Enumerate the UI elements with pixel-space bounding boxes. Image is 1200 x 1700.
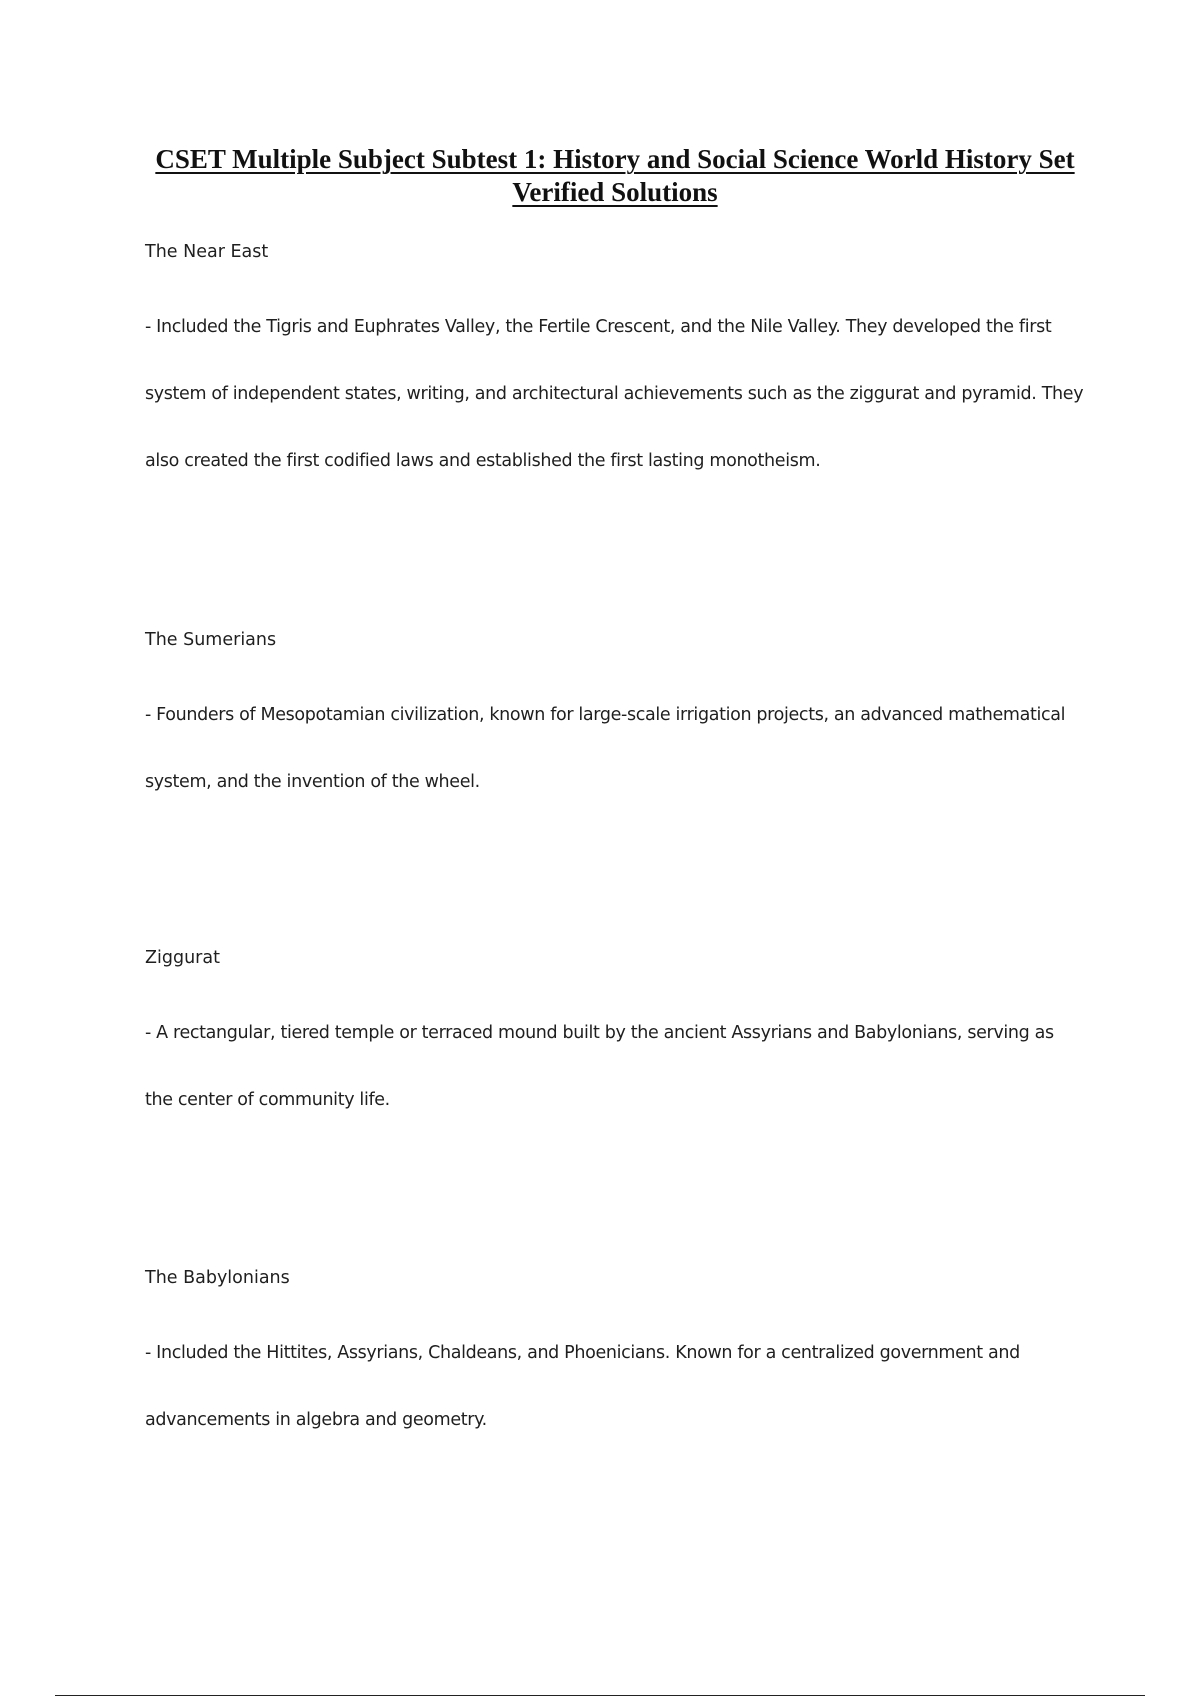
- entry-term: The Near East: [145, 242, 269, 262]
- entry-definition: - Included the Tigris and Euphrates Valley, the Fertile Crescent, and the Nile Valley. They developed the first system of independent states, writing, and architectural achievements such as the ziggurat and pyramid. They also created the first codified laws and established the first lasting monotheism.: [145, 317, 1084, 471]
- entry-definition: - Included the Hittites, Assyrians, Chaldeans, and Phoenicians. Known for a centralized government and advancements in algebra and geometry.: [145, 1343, 1020, 1430]
- entry-babylonians: [145, 1263, 1085, 1454]
- entry-term: The Sumerians: [145, 630, 277, 650]
- entry-term: Ziggurat: [145, 948, 220, 968]
- document-title: CSET Multiple Subject Subtest 1: History and Social Science World History Set Verified Solutions: [155, 144, 1075, 207]
- page-bottom-rule: [55, 1695, 1145, 1696]
- entry-definition: - Founders of Mesopotamian civilization, known for large-scale irrigation projects, an advanced mathematical system, and the invention of the wheel.: [145, 705, 1066, 792]
- entry-near-east: [145, 237, 1085, 495]
- entry-term: The Babylonians: [145, 1268, 290, 1288]
- entry-sumerians: [145, 625, 1085, 816]
- entry-definition: - A rectangular, tiered temple or terraced mound built by the ancient Assyrians and Babylonians, serving as the center of community life.: [145, 1023, 1054, 1110]
- entry-ziggurat: [145, 943, 1085, 1134]
